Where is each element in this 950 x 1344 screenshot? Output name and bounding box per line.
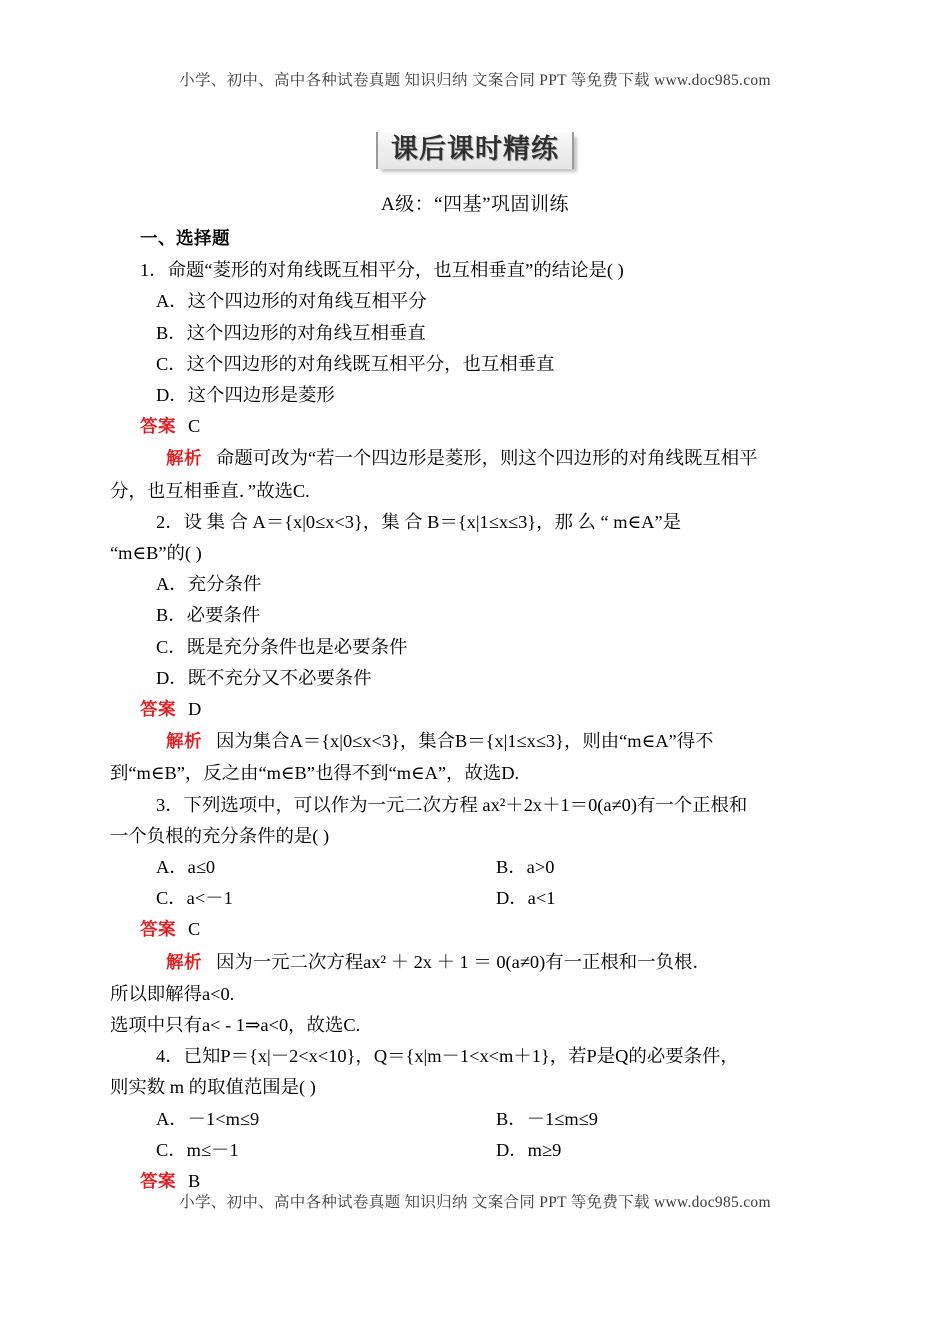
- answer-label: 答案: [140, 417, 176, 438]
- question-3-answer-row: [110, 914, 850, 946]
- question-2-stem-line2: “m∈B”的( ): [110, 543, 202, 564]
- answer-label: 答案: [140, 1172, 176, 1193]
- question-3-stem-line1: 3．下列选项中，可以作为一元二次方程 ax²＋2x＋1＝0(a≠0)有一个正根和: [156, 794, 748, 815]
- question-2-option-d: D．既不充分又不必要条件: [156, 667, 372, 688]
- question-1-stem: 1．命题“菱形的对角线既互相平分，也互相垂直”的结论是( ): [140, 260, 624, 281]
- question-3-stem-line2: 一个负根的充分条件的是( ): [110, 825, 330, 846]
- question-2-answer-value: D: [188, 699, 202, 720]
- answer-label: 答案: [140, 920, 176, 941]
- question-1-analysis-line1: 命题可改为“若一个四边形是菱形，则这个四边形的对角线既互相平: [216, 448, 758, 469]
- question-3-analysis-line1: 因为一元二次方程ax² ＋ 2x ＋ 1 ＝ 0(a≠0)有一正根和一负根．: [216, 951, 711, 972]
- question-4-stem-line1: 4．已知P＝{x|－2<x<10}，Q＝{x|m－1<x<m＋1}，若P是Q的必要条件，: [156, 1046, 739, 1067]
- question-4-answer-value: B: [188, 1171, 201, 1192]
- section-title-container: [0, 132, 950, 169]
- question-3-option-d: D．a<1: [496, 888, 556, 909]
- question-1-answer-value: C: [188, 416, 201, 437]
- analysis-label: 解析: [166, 952, 202, 973]
- question-1-analysis-row: [110, 443, 850, 475]
- question-3-option-row-2: [110, 883, 850, 914]
- question-1-option-a: A．这个四边形的对角线互相平分: [156, 291, 427, 312]
- question-3-option-row-1: [110, 852, 850, 883]
- question-3-analysis-line2: 所以即解得a<0.: [110, 983, 235, 1004]
- question-4-option-row-2: [110, 1135, 850, 1166]
- footer-watermark: 小学、初中、高中各种试卷真题 知识归纳 文案合同 PPT 等免费下载 www.doc985.com: [179, 1194, 771, 1211]
- question-2-analysis-line1: 因为集合A＝{x|0≤x<3}，集合B＝{x|1≤x≤3}，则由“m∈A”得不: [216, 731, 714, 752]
- question-3-option-b: B．a>0: [496, 857, 555, 878]
- question-4-option-c: C．m≤－1: [156, 1139, 239, 1160]
- header-watermark: 小学、初中、高中各种试卷真题 知识归纳 文案合同 PPT 等免费下载 www.doc985.com: [179, 72, 771, 89]
- question-2-option-c: C．既是充分条件也是必要条件: [156, 636, 408, 657]
- section-title-box: [376, 132, 574, 169]
- question-4-stem-line2: 则实数 m 的取值范围是( ): [110, 1077, 316, 1098]
- question-1-analysis-line2: 分，也互相垂直．”故选C.: [110, 480, 310, 501]
- question-3-answer-value: C: [188, 919, 201, 940]
- question-2-answer-row: [110, 694, 850, 726]
- question-4-option-row-1: [110, 1104, 850, 1135]
- question-3-option-c: C．a<－1: [156, 888, 233, 909]
- analysis-label: 解析: [166, 449, 202, 470]
- question-4-option-d: D．m≥9: [496, 1139, 562, 1160]
- question-3-analysis-line3: 选项中只有a< - 1⇒a<0，故选C.: [110, 1015, 361, 1036]
- question-2-option-a: A．充分条件: [156, 574, 262, 595]
- question-1-option-d: D．这个四边形是菱形: [156, 385, 335, 406]
- analysis-label: 解析: [166, 732, 202, 753]
- exercise-body: [110, 224, 850, 1198]
- question-2-analysis-row: [110, 726, 850, 758]
- question-4-option-b: B．－1≤m≤9: [496, 1108, 598, 1129]
- level-subtitle: A级：“四基”巩固训练: [380, 194, 570, 215]
- question-4-option-a: A．－1<m≤9: [156, 1108, 260, 1129]
- question-3-option-a: A．a≤0: [156, 857, 216, 878]
- question-1-option-c: C．这个四边形的对角线既互相平分，也互相垂直: [156, 353, 555, 374]
- answer-label: 答案: [140, 700, 176, 721]
- question-3-analysis-row: [110, 947, 850, 979]
- question-1-answer-row: [110, 411, 850, 443]
- question-2-stem-line1: 2．设 集 合 A＝{x|0≤x<3}，集 合 B＝{x|1≤x≤3}，那 么 “ m∈A”是: [156, 511, 682, 532]
- section-title-text: 课后课时精练: [391, 134, 559, 165]
- question-2-option-b: B．必要条件: [156, 605, 261, 626]
- question-2-analysis-line2: 到“m∈B”，反之由“m∈B”也得不到“m∈A”，故选D.: [110, 763, 520, 784]
- section-heading: 一、选择题: [140, 229, 230, 249]
- question-1-option-b: B．这个四边形的对角线互相垂直: [156, 322, 426, 343]
